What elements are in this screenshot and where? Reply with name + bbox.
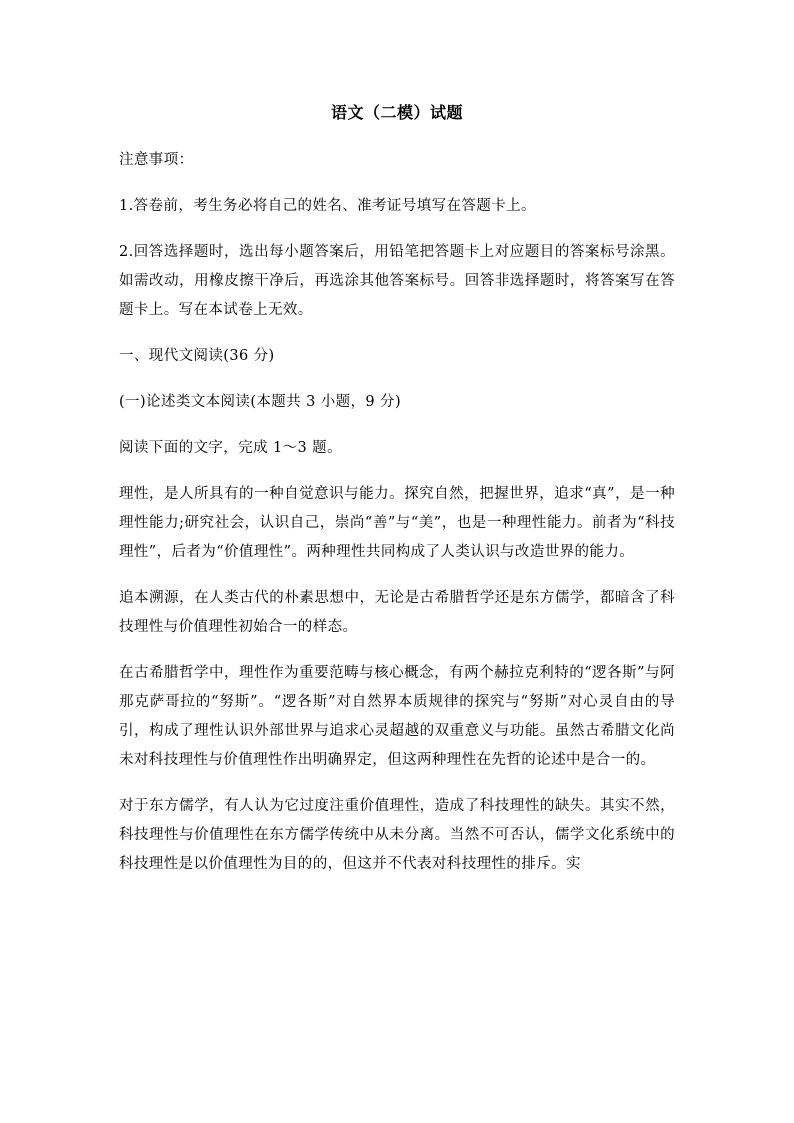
- subsection-heading: (一)论述类文本阅读(本题共 3 小题，9 分): [119, 394, 402, 410]
- document-body: [119, 146, 675, 896]
- section-heading: 一、现代文阅读(36 分): [119, 348, 275, 364]
- notice-heading: 注意事项：: [119, 152, 194, 168]
- notice-item-2: 2.回答选择题时，选出每小题答案后，用铅笔把答题卡上对应题目的答案标号涂黑。如需改动，用橡皮擦干净后，再选涂其他答案标号。回答非选择题时，将答案写在答题卡上。写在本试卷上无效。: [119, 244, 675, 318]
- reading-instruction: 阅读下面的文字，完成 1～3 题。: [119, 440, 342, 456]
- body-paragraph-4: 对于东方儒学，有人认为它过度注重价值理性，造成了科技理性的缺失。其实不然，科技理性与价值理性在东方儒学传统中从未分离。当然不可否认，儒学文化系统中的科技理性是以价值理性为目的的，但这并不代表对科技理性的排斥。实: [119, 798, 675, 872]
- body-paragraph-1: 理性，是人所具有的一种自觉意识与能力。探究自然，把握世界，追求“真”，是一种理性能力;研究社会，认识自己，崇尚“善”与“美”，也是一种理性能力。前者为“科技理性”，后者为“价值理性”。两种理性共同构成了人类认识与改造世界的能力。: [119, 486, 675, 560]
- body-paragraph-3: 在古希腊哲学中，理性作为重要范畴与核心概念，有两个赫拉克利特的“逻各斯”与阿那克萨哥拉的“努斯”。“逻各斯”对自然界本质规律的探究与“努斯”对心灵自由的导引，构成了理性认识外部世界与追求心灵超越的双重意义与功能。虽然古希腊文化尚未对科技理性与价值理性作出明确界定，但这两种理性在先哲的论述中是合一的。: [119, 665, 675, 768]
- body-paragraph-2: 追本溯源，在人类古代的朴素思想中，无论是古希腊哲学还是东方儒学，都暗含了科技理性与价值理性初始合一的样态。: [119, 590, 675, 635]
- notice-item-1: 1.答卷前，考生务必将自己的姓名、准考证号填写在答题卡上。: [119, 198, 536, 214]
- page-title: 语文（二模）试题: [330, 103, 463, 122]
